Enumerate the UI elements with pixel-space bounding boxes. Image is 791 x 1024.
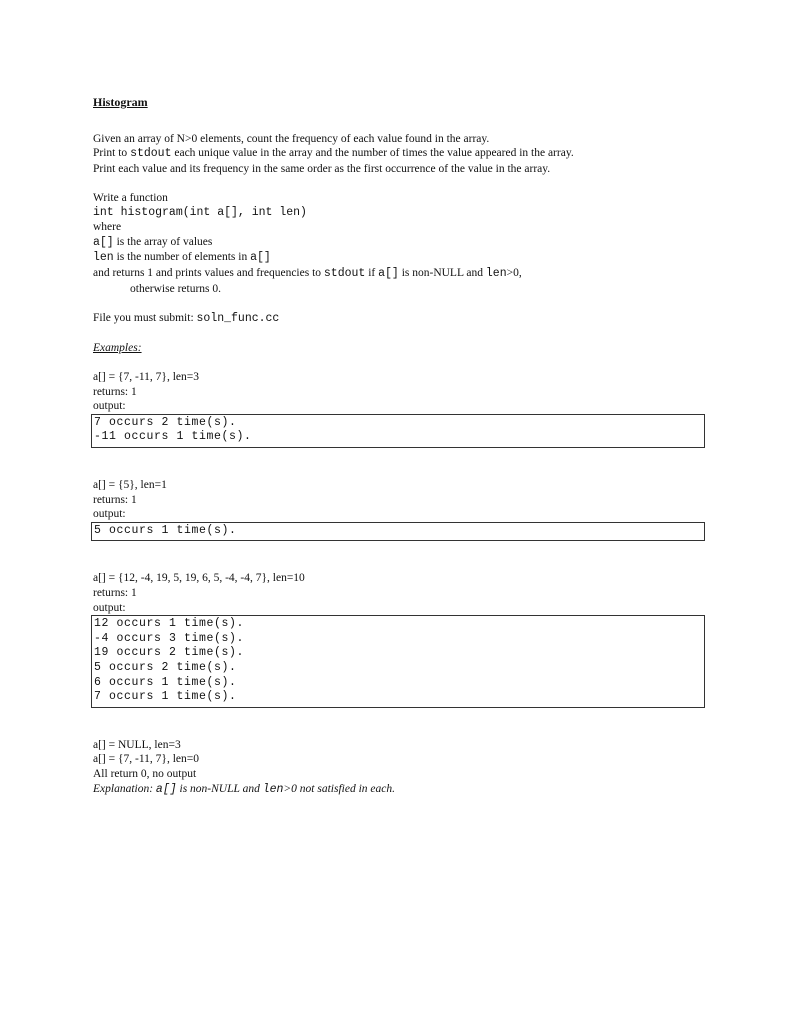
output-line: 5 occurs 1 time(s).	[94, 523, 237, 537]
intro-line-1: Given an array of N>0 elements, count the frequency of each value found in the array.	[93, 132, 490, 145]
example-1	[93, 370, 713, 448]
null-case-1: a[] = NULL, len=3	[93, 738, 181, 751]
example-output-box	[91, 414, 705, 448]
output-line: 7 occurs 1 time(s).	[94, 690, 237, 704]
example-2	[93, 478, 713, 541]
document-title: Histogram	[93, 95, 148, 109]
output-line: 12 occurs 1 time(s).	[94, 617, 245, 631]
example-output-box	[91, 522, 705, 542]
null-case-result: All return 0, no output	[93, 767, 197, 780]
output-line: 19 occurs 2 time(s).	[94, 646, 245, 660]
function-signature: int histogram(int a[], int len)	[93, 205, 307, 219]
intro-section	[93, 132, 713, 177]
example-output-label: output:	[93, 508, 126, 521]
spec-section	[93, 191, 713, 296]
output-line: 6 occurs 1 time(s).	[94, 675, 237, 689]
output-line: 5 occurs 2 time(s).	[94, 661, 237, 674]
example-returns: returns: 1	[93, 493, 137, 506]
intro-line-3: Print each value and its frequency in the same order as the first occurrence of the value in the array.	[93, 162, 551, 175]
output-line: -11 occurs 1 time(s).	[94, 430, 252, 444]
example-input: a[] = {7, -11, 7}, len=3	[93, 371, 199, 384]
example-input: a[] = {5}, len=1	[93, 479, 167, 492]
example-output-label: output:	[93, 601, 126, 614]
submit-line: File you must submit: soln_func.cc	[93, 311, 280, 325]
spec-write: Write a function	[93, 191, 168, 204]
example-output-box	[91, 615, 705, 708]
example-returns: returns: 1	[93, 587, 137, 600]
output-line: 7 occurs 2 time(s).	[94, 415, 237, 429]
example-3	[93, 571, 713, 707]
document-content	[93, 95, 713, 797]
null-case-explanation: Explanation: a[] is non-NULL and len>0 not satisfied in each.	[93, 782, 395, 796]
spec-otherwise: otherwise returns 0.	[130, 282, 222, 295]
spec-returns: and returns 1 and prints values and frequencies to stdout if a[] is non-NULL and len>0,	[93, 266, 522, 280]
spec-where: where	[93, 221, 122, 234]
example-returns: returns: 1	[93, 385, 137, 398]
intro-line-2: Print to stdout each unique value in the array and the number of times the value appeared in the array.	[93, 147, 574, 161]
example-output-label: output:	[93, 400, 126, 413]
examples-heading: Examples:	[93, 341, 142, 354]
null-case-2: a[] = {7, -11, 7}, len=0	[93, 753, 199, 766]
example-input: a[] = {12, -4, 19, 5, 19, 6, 5, -4, -4, 7}, len=10	[93, 572, 305, 585]
null-cases	[93, 738, 713, 797]
output-line: -4 occurs 3 time(s).	[94, 631, 245, 645]
param-len: len is the number of elements in a[]	[93, 251, 271, 265]
param-a: a[] is the array of values	[93, 235, 213, 249]
